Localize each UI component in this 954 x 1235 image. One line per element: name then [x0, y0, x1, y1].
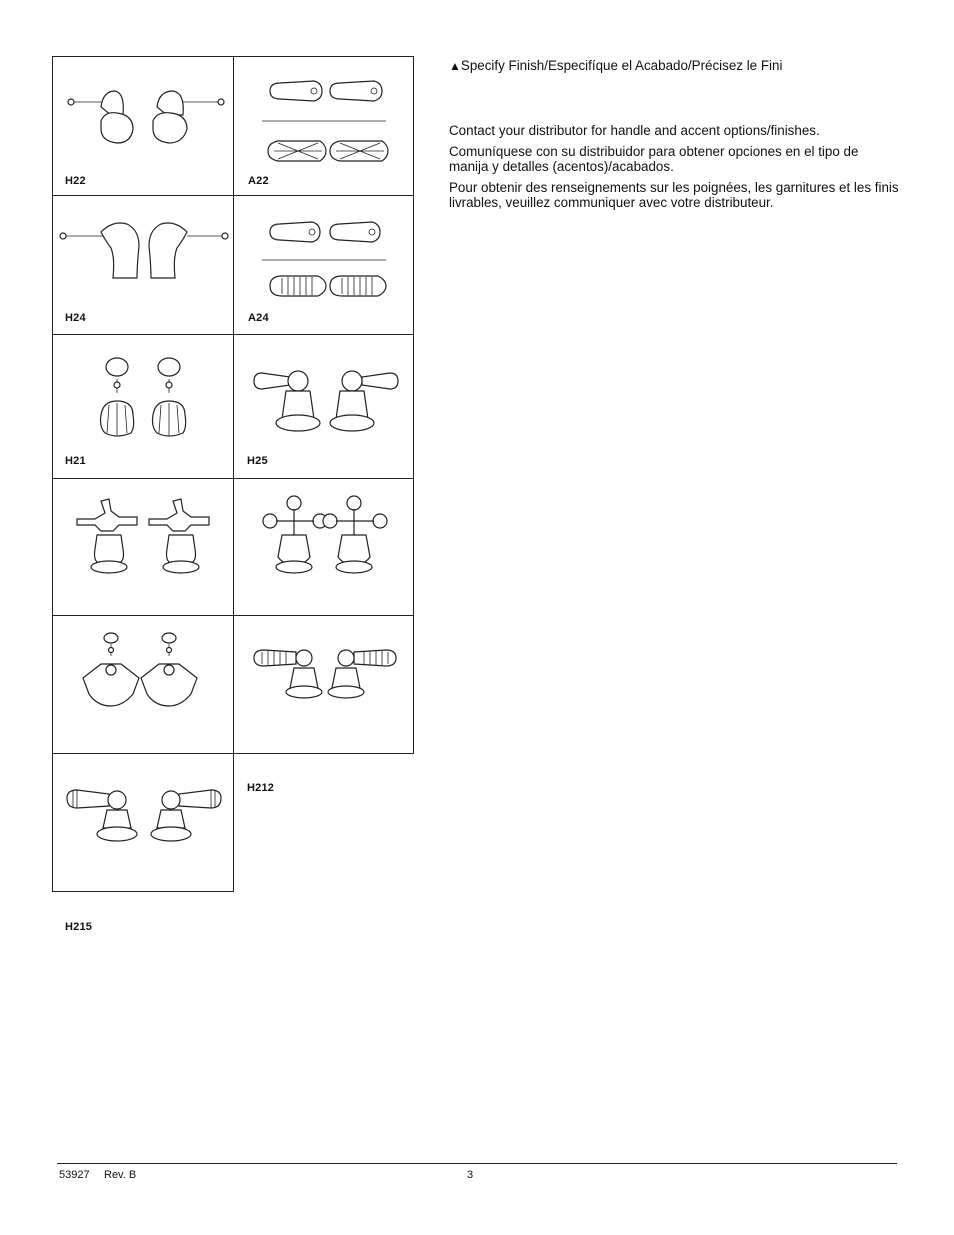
- handle-cell-h27: [233, 478, 414, 616]
- handle-cell-a24: [233, 195, 414, 335]
- handle-code: H212: [247, 782, 275, 794]
- handle-cell-h28: [52, 615, 234, 754]
- handle-cell-a22: [233, 56, 414, 196]
- handle-cell-h24: [52, 195, 234, 335]
- handle-h212-illustration: [234, 616, 415, 755]
- handle-cell-h21: [52, 334, 234, 479]
- doc-number: 53927: [59, 1169, 90, 1181]
- contact-note-es: Comuníquese con su distribuidor para obtener opciones en el tipo de manija y detalles (acentos)/acabados.: [449, 144, 859, 174]
- contact-note-en: Contact your distributor for handle and accent options/finishes.: [449, 123, 820, 138]
- page-number: 3: [467, 1169, 474, 1181]
- handle-code: A22: [248, 175, 269, 187]
- handle-code: A24: [248, 312, 269, 324]
- handle-code: H22: [65, 175, 86, 187]
- triangle-icon: ▲: [449, 59, 461, 73]
- handle-code: H215: [65, 921, 93, 933]
- handle-code: H21: [65, 455, 86, 467]
- handle-h27-illustration: [234, 479, 415, 617]
- specify-finish-note: [449, 58, 901, 74]
- contact-note-fr: Pour obtenir des renseignements sur les poignées, les garnitures et les finis livrables, veuillez communiquer avec votre distributeur.: [449, 180, 899, 210]
- notes-column: [449, 58, 901, 216]
- handle-h215-illustration: [53, 754, 235, 893]
- handle-code: H25: [247, 455, 268, 467]
- revision-label: Rev. B: [104, 1169, 137, 1181]
- handle-cell-h25: [233, 334, 414, 479]
- handle-h26-illustration: [53, 479, 235, 617]
- handle-h28-illustration: [53, 616, 235, 755]
- footer-divider: [57, 1163, 897, 1164]
- handle-cell-h22: [52, 56, 234, 196]
- specify-finish-text: Specify Finish/Especifíque el Acabado/Précisez le Fini: [460, 58, 783, 73]
- handle-cell-h215: [52, 753, 234, 933]
- handle-cell-h26: [52, 478, 234, 616]
- handle-code: H24: [65, 312, 86, 324]
- handle-cell-h212: [233, 615, 414, 794]
